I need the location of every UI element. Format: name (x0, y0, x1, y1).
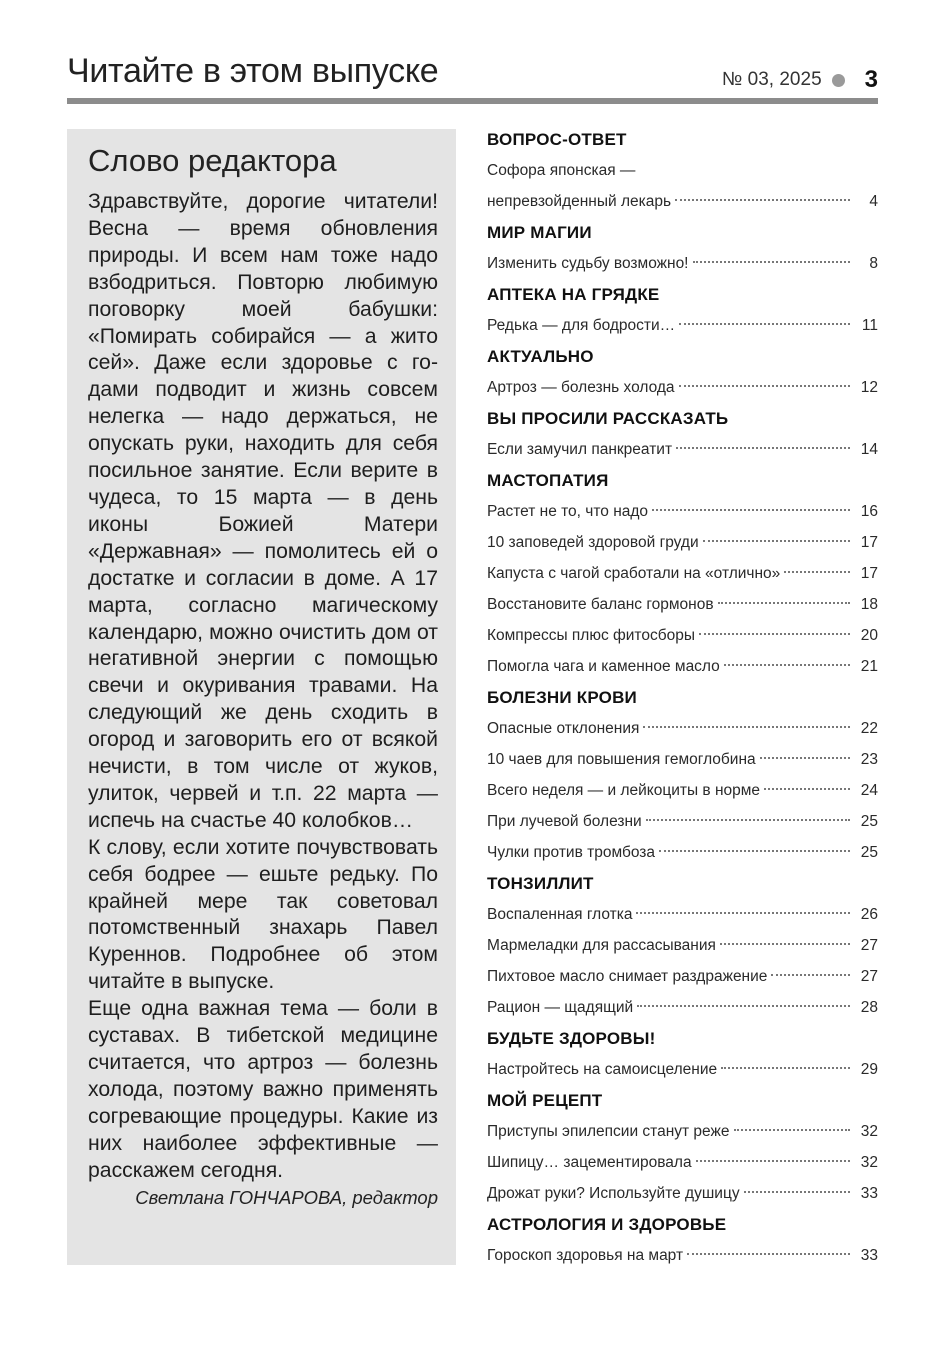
dot-leader (724, 664, 850, 666)
toc-entry[interactable] (487, 651, 878, 682)
toc-entry-title: Шипицу… зацементировала (487, 1154, 692, 1171)
toc-entry-title: Дрожат руки? Используйте душицу (487, 1185, 740, 1202)
dot-leader (659, 850, 850, 852)
toc-entry[interactable] (487, 1054, 878, 1085)
toc-entry-title: Приступы эпилепсии станут реже (487, 1123, 730, 1140)
dot-leader (693, 261, 851, 263)
toc-entry[interactable] (487, 248, 878, 279)
toc-entry-page: 22 (860, 720, 878, 737)
toc-entry-page: 29 (860, 1061, 878, 1078)
toc-entry-title: 10 заповедей здоровой груди (487, 534, 699, 551)
dot-leader (734, 1129, 851, 1131)
toc-entry-page: 11 (861, 317, 878, 334)
toc-entry-page: 16 (860, 503, 878, 520)
toc-entry[interactable] (487, 558, 878, 589)
toc-entry-title: Артроз — болезнь холода (487, 379, 675, 396)
page-title: Читайте в этом выпуске (67, 52, 439, 90)
toc-entry-title: Воспаленная глотка (487, 906, 633, 923)
toc-entry-title: Если замучил панкреатит (487, 441, 673, 458)
dot-leader (637, 1005, 850, 1007)
toc-section-heading: БУДЬТЕ ЗДОРОВЫ! (487, 1029, 656, 1048)
dot-leader (718, 602, 850, 604)
issue-number: № 03, 2025 (722, 69, 822, 90)
toc-entry-title: Редька — для бодрости… (487, 317, 676, 334)
toc-entry[interactable] (487, 496, 878, 527)
toc-entry-page: 25 (860, 844, 878, 861)
toc-entry[interactable] (487, 961, 878, 992)
dot-leader (652, 509, 850, 511)
toc-entry-page: 28 (860, 999, 878, 1016)
toc-entry[interactable] (487, 744, 878, 775)
toc-entry-page: 4 (869, 193, 878, 210)
table-of-contents (487, 124, 878, 1271)
toc-entry-title: Опасные отклонения (487, 720, 640, 737)
toc-entry-page: 20 (860, 627, 878, 644)
toc-section-heading: ВЫ ПРОСИЛИ РАССКАЗАТЬ (487, 409, 729, 428)
toc-section-heading: АСТРОЛОГИЯ И ЗДОРОВЬЕ (487, 1215, 727, 1234)
dot-leader (679, 385, 850, 387)
toc-section-heading: МАСТОПАТИЯ (487, 471, 609, 490)
toc-entry-page: 33 (860, 1185, 878, 1202)
toc-entry[interactable] (487, 775, 878, 806)
toc-entry[interactable] (487, 589, 878, 620)
toc-entry-page: 17 (860, 534, 878, 551)
toc-entry[interactable] (487, 155, 878, 186)
dot-leader (636, 912, 850, 914)
toc-entry-title: Капуста с чагой сработали на «отлично» (487, 565, 781, 582)
toc-entry-page: 27 (860, 968, 878, 985)
toc-entry-title: Компрессы плюс фитосборы (487, 627, 695, 644)
header-divider (67, 98, 878, 104)
toc-entry-page: 32 (860, 1123, 878, 1140)
toc-entry[interactable] (487, 806, 878, 837)
toc-entry-title: Софора японская — (487, 162, 636, 179)
toc-entry[interactable] (487, 1147, 878, 1178)
toc-entry-page: 23 (860, 751, 878, 768)
toc-section-heading: МОЙ РЕЦЕПТ (487, 1091, 603, 1110)
dot-leader (771, 974, 850, 976)
editor-paragraph: Здравствуйте, дорогие читатели! Весна — время обновления природы. И всем нам тоже надо взбодриться. Повторю любимую поговорку моей бабушки: «Помирать собирайся — а жито сей». Даже если здоровье с годами подводит и жизнь совсем нелегка — надо держаться, не опускать руки, находить для себя посильное занятие. Если верите в чудеса, то 15 марта — в день иконы Божией Матери «Державная» — помолитесь ей о достатке и согласии в доме. А 17 марта, согласно магическому календарю, можно очистить дом от негативной энергии с помощью свечи и окуривания травами. На следующий же день сходить в огород и заговорить его от всякой нечисти, в том числе от жуков, улиток, червей и т.п. 22 марта — испечь на счастье 40 колобков… (88, 190, 438, 832)
toc-entry-page: 8 (869, 255, 878, 272)
toc-entry-page: 33 (860, 1247, 878, 1264)
editor-note-box (67, 129, 456, 1265)
toc-entry-title: Изменить судьбу возможно! (487, 255, 689, 272)
toc-entry-title: При лучевой болезни (487, 813, 642, 830)
toc-entry-page: 24 (860, 782, 878, 799)
dot-leader (696, 1160, 850, 1162)
toc-entry-page: 25 (860, 813, 878, 830)
dot-leader (744, 1191, 850, 1193)
toc-entry-title: Восстановите баланс гормонов (487, 596, 714, 613)
dot-leader (679, 323, 850, 325)
toc-entry[interactable] (487, 372, 878, 403)
toc-entry[interactable] (487, 1116, 878, 1147)
toc-entry-page: 14 (860, 441, 878, 458)
toc-entry[interactable] (487, 310, 878, 341)
toc-entry[interactable] (487, 1178, 878, 1209)
editor-note-text (88, 189, 438, 1185)
editor-paragraph: К слову, если хотите почувствовать себя бодрее — ешьте редьку. По крайней мере так советовал потомственный знахарь Павел Куреннов. Подробнее об этом читайте в выпуске. (88, 835, 438, 994)
dot-leader (687, 1253, 850, 1255)
bullet-dot-icon (832, 74, 845, 87)
toc-entry[interactable] (487, 186, 878, 217)
toc-section-heading: БОЛЕЗНИ КРОВИ (487, 688, 637, 707)
dot-leader (699, 633, 850, 635)
toc-section-heading: МИР МАГИИ (487, 223, 592, 242)
dot-leader (675, 199, 850, 201)
dot-leader (760, 757, 850, 759)
toc-entry-title: непревзойденный лекарь (487, 193, 672, 210)
toc-entry-title: Помогла чага и каменное масло (487, 658, 720, 675)
toc-entry-title: Настройтесь на самоисцеление (487, 1061, 718, 1078)
toc-entry-page: 17 (860, 565, 878, 582)
dot-leader (703, 540, 850, 542)
toc-entry[interactable] (487, 930, 878, 961)
dot-leader (643, 726, 850, 728)
toc-entry-page: 18 (860, 596, 878, 613)
toc-entry[interactable] (487, 434, 878, 465)
toc-entry-title: Рацион — щадящий (487, 999, 634, 1016)
toc-entry-title: Гороскоп здоровья на март (487, 1247, 684, 1264)
toc-entry[interactable] (487, 899, 878, 930)
toc-entry[interactable] (487, 992, 878, 1023)
dot-leader (784, 571, 850, 573)
toc-entry[interactable] (487, 1240, 878, 1271)
page-number: 3 (864, 66, 878, 93)
toc-entry[interactable] (487, 620, 878, 651)
editor-note-title: Слово редактора (88, 143, 337, 178)
toc-section-heading: ТОНЗИЛЛИТ (487, 874, 594, 893)
dot-leader (721, 1067, 850, 1069)
toc-entry[interactable] (487, 713, 878, 744)
toc-section-heading: ВОПРОС-ОТВЕТ (487, 130, 627, 149)
dot-leader (646, 819, 850, 821)
toc-entry-page: 21 (860, 658, 878, 675)
toc-entry-title: Всего неделя — и лейкоциты в норме (487, 782, 761, 799)
toc-entry[interactable] (487, 527, 878, 558)
editor-paragraph: Еще одна важная тема — боли в суставах. В тибетской медицине считается, что артроз — болезнь холода, поэтому важно применять согревающие процедуры. Какие из них наиболее эффективные — расскажем сегодня. (88, 997, 438, 1182)
toc-entry-title: 10 чаев для повышения гемоглобина (487, 751, 756, 768)
issue-info (722, 66, 878, 94)
toc-entry-page: 32 (860, 1154, 878, 1171)
toc-entry-page: 26 (860, 906, 878, 923)
toc-entry-title: Растет не то, что надо (487, 503, 649, 520)
toc-entry-page: 12 (860, 379, 878, 396)
dot-leader (676, 447, 850, 449)
dot-leader (720, 943, 850, 945)
toc-section-heading: АПТЕКА НА ГРЯДКЕ (487, 285, 660, 304)
editor-signature: Светлана ГОНЧАРОВА, редактор (135, 1186, 438, 1208)
toc-entry-title: Чулки против тромбоза (487, 844, 655, 861)
toc-entry-title: Мармеладки для рассасывания (487, 937, 716, 954)
toc-entry-title: Пихтовое масло снимает раздражение (487, 968, 768, 985)
toc-entry[interactable] (487, 837, 878, 868)
toc-section-heading: АКТУАЛЬНО (487, 347, 594, 366)
dot-leader (764, 788, 850, 790)
toc-entry-page: 27 (860, 937, 878, 954)
